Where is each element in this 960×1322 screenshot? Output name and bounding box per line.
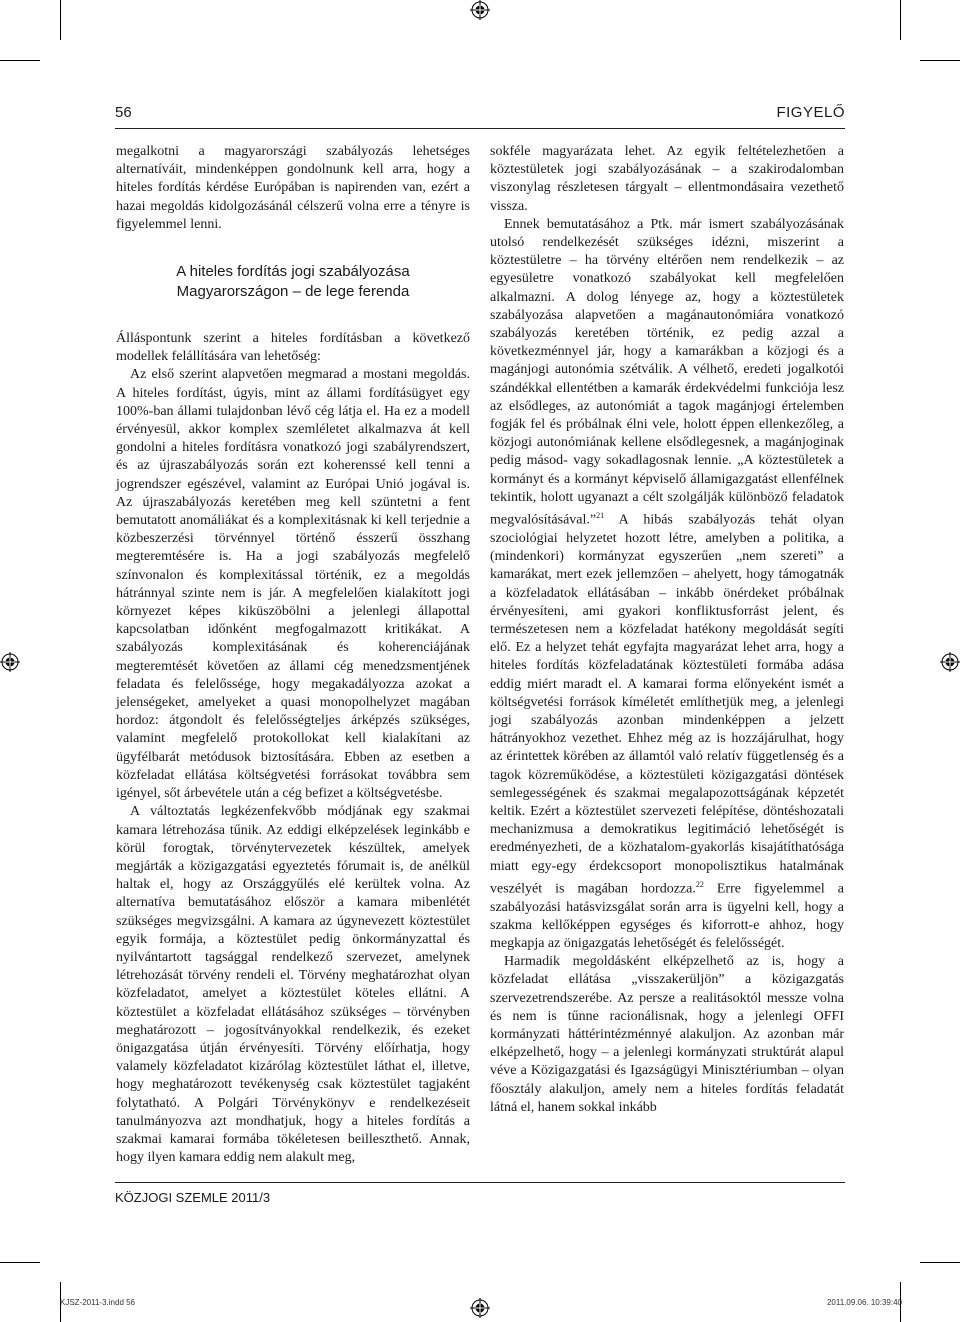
paragraph: Harmadik megoldásként elképzelhető az is, hogy a közfeladat ellátása „visszakerüljön” a közigazgatás szervezetrendszerébe. Az persze a realitásoktól messze volna és nem is tűnne racionálisnak, hogy a jelenlegi OFFI kormányzati háttérintézménnyé alakuljon. Az azonban már elképzelhető, hogy – a jelenlegi kormányzati struktúrát alapul véve a Közigazgatási és Igazságügyi Minisztériumban – olyan főosztály alakuljon, amely nem a hiteles fordítás feladatát látná el, hanem sokkal inkább bbox=[490, 954, 844, 1115]
section-heading-line: Magyarországon – de lege ferenda bbox=[176, 283, 410, 301]
crop-mark bbox=[920, 60, 960, 61]
section-heading bbox=[116, 262, 470, 302]
crop-mark bbox=[60, 0, 61, 40]
footer-rule bbox=[115, 1182, 845, 1183]
crop-mark bbox=[900, 0, 901, 40]
crop-mark bbox=[920, 1262, 960, 1263]
paragraph: Álláspontunk szerint a hiteles fordításban a következő modellek felállítására van lehetőség: bbox=[116, 331, 470, 365]
left-column bbox=[116, 143, 470, 1167]
paragraph: megalkotni a magyarországi szabályozás lehetséges alternatíváit, mindenképpen gondolnunk kell arra, hogy a hiteles fordítás kérdése Európában is napirenden van, ezért a hazai megoldás kidolgozásánál célszerű volna erre a tényre is figyelemmel lenni. bbox=[116, 144, 470, 232]
paragraph-text: Ennek bemutatásához a Ptk. már ismert szabályozásának utolsó rendelkezését szükséges idézni, miszerint a köztestületre – ha törvény eltérően nem rendelkezik – az egyesületre vonatkozó szabályokat kell megfelelően alkalmazni. A dolog lényege az, hogy a köztestületek szabályozása alapvetően a magánautonómiára vonatkozó szabályozás keretében történik, ez pedig azzal a következménnyel jár, hogy a kamarákban a közjogi és a magánjogi autonómia szétválik. A vélhető, eredeti jogalkotói szándékkal ellentétben a kamarák érdekvédelmi funkciója lesz az elsődleges, az autonómiát a tagok magánjogi értelemben fogják fel és próbálnak élni vele, holott éppen ellenkezőleg, a közjogi autonómiának kellene elsődlegesnek, a magánjoginak pedig másod- vagy sokadlagosnak lennie. „A köztestületek a kormányt és a kormányt képviselő államigazgatást ellenfélnek tekintik, holott ugyanazt a célt szolgálják különböző feladatok megvalósításával.” bbox=[490, 216, 844, 528]
crop-mark bbox=[0, 1262, 40, 1263]
page-number: 56 bbox=[115, 104, 132, 121]
registration-mark-left bbox=[0, 652, 20, 672]
header-rule bbox=[115, 128, 845, 129]
paragraph: Az első szerint alapvetően megmarad a mostani megoldás. A hiteles fordítást, úgyis, mint az állami fordításügyet egy 100%-ban állami tulajdonban lévő cég látja el. Ha ez a modell érvényesül, akkor komplex szemléletet alkalmazva át kell gondolni a hiteles fordításra vonatkozó jogi szabályrendszert, és az újraszabályozás során ezt koherenssé kell tenni a jogrendszer egészével, valamint az Európai Unió jogával is. Az újraszabályozás keretében meg kell szüntetni a fent bemutatott anomáliákat és a komplexitásnak ki kell terjednie a közbeszerzési törvénnyel történő ésszerű összhang megteremtésére is. Ha a jogi szabályozás megfelelő színvonalon és komplexitással történik, ez a megoldás hátránnyal szinte nem is jár. A megfelelően kialakított jogi környezet képes kiküszöbölni a jelenlegi állapottal kapcsolatban időnként megfogalmazott kritikákat. A szabályozás komplexitásának és koherenciájának megteremtését követően az állami cég menedzsmentjének feladata és felelőssége, hogy megakadályozza azokat a jelenségeket, amelyeket a quasi monopolhelyzet magában hordoz: átgondolt és felelősségteljes árképzés szükséges, valamint megfelelő protokollokat kell kialakítani az ügyfélbarát metódusok biztosítására. Ebben az esetben a közfeladat ellátása költségvetési forrásokat továbbra sem igényel, sőt árbevétele után a cég befizet a költségvetésbe. bbox=[116, 367, 470, 802]
right-column bbox=[490, 143, 844, 1117]
footnote-ref-22: 22 bbox=[695, 879, 704, 889]
footnote-ref-21: 21 bbox=[596, 511, 605, 521]
section-title: FIGYELŐ bbox=[776, 104, 845, 121]
journal-name: KÖZJOGI SZEMLE 2011/3 bbox=[115, 1190, 271, 1205]
paragraph: sokféle magyarázata lehet. Az egyik feltételezhetően a köztestületek jogi szabályozásának – a szakirodalomban viszonylag részletesen tárgyalt – ellentmondásaira vezethető vissza. bbox=[490, 144, 844, 214]
registration-mark-right bbox=[940, 652, 960, 672]
paragraph bbox=[490, 216, 844, 953]
registration-mark-bottom bbox=[470, 1298, 490, 1318]
print-slug-date: 2011.09.06. 10:39:40 bbox=[826, 1298, 902, 1307]
paragraph-text: A hibás szabályozás tehát olyan szociológiai helyzetet hozott létre, amelyben a politika, a (mindenkori) kormányzat egyszerűen „nem szereti” a kamarákat, mert ezek jellemzően – ahelyett, hogy támogatnák a közfeladatok ellátásában – inkább önérdeket próbálnak érvényesíteni, ami gyakori konfliktusforrást jelent, és természetesen nem a közfeladat hatékony megoldását segíti elő. Ez a helyzet tehát egyfajta magyarázat lehet arra, hogy a hiteles fordítás közfeladatának köztestületi formába adása eddig miért maradt el. A kamarai forma előnyeként ismét a költségvetési források kíméletét említhetjük meg, a jelenlegi jogi szabályozás azonban mindenképpen a jelzett hátrányokhoz vezethet. Ehhez még az is hozzájárulhat, hogy az érintettek körében az államtól való relatív függetlenség és a tagok közreműködése, a köztestületi közigazgatási döntések semlegességének és szakmai megalapozottságának képzetét keltik. Ezért a köztestület szervezeti felépítése, döntéshozatali mechanizmusa a demokratikus legitimáció lehetőségét is eredményezheti, de a közhatalom-gyakorlás kisajátíthatósága miatt egy-egy érdekcsoport monopolisztikus hatalmának veszélyét is magában hordozza. bbox=[490, 512, 844, 897]
section-heading-line: A hiteles fordítás jogi szabályozása bbox=[176, 263, 410, 281]
paragraph-text: Erre figyelemmel a szabályozási hatásvizsgálat során arra is ügyelni kell, hogy a szakma kellőképpen egységes és kiforrott-e ahhoz, hogy megkapja az önigazgatás lehetőségét és felelősségét. bbox=[490, 881, 844, 952]
print-slug-file: KJSZ-2011-3.indd 56 bbox=[60, 1298, 136, 1307]
registration-mark-top bbox=[470, 0, 490, 20]
crop-mark bbox=[0, 60, 40, 61]
paragraph: A változtatás legkézenfekvőbb módjának egy szakmai kamara létrehozása tűnik. Az eddigi elképzelések leginkább e körül forogtak, törvénytervezetek készültek, amelyek megjárták a közigazgatási egyeztetés fórumait is, de anélkül haltak el, hogy az Országgyűlés elé kerültek volna. Az alternatíva bemutatásához először a kamara mibenlétét szükséges megvizsgálni. A kamara az úgynevezett köztestület egyik formája, a köztestület pedig önkormányzattal és nyilvántartott tagsággal rendelkező szervezet, amelynek létrehozását törvény rendeli el. Törvény meghatározhat olyan közfeladatot, amelyet a köztestület köteles ellátni. A köztestület a közfeladat ellátásához szükséges – törvényben meghatározott – jogosítványokkal rendelkezik, és ezeket önigazgatása útján érvényesíti. Törvény előírhatja, hogy valamely közfeladatot kizárólag köztestület láthat el, illetve, hogy meghatározott tevékenység csak köztestület tagjaként folytatható. A Polgári Törvénykönyv e rendelkezéseit tanulmányozva azt mondhatjuk, hogy a hiteles fordítás a szakmai kamarai formába tökéletesen beilleszthető. Annak, hogy ilyen kamara eddig nem alakult meg, bbox=[116, 804, 470, 1166]
